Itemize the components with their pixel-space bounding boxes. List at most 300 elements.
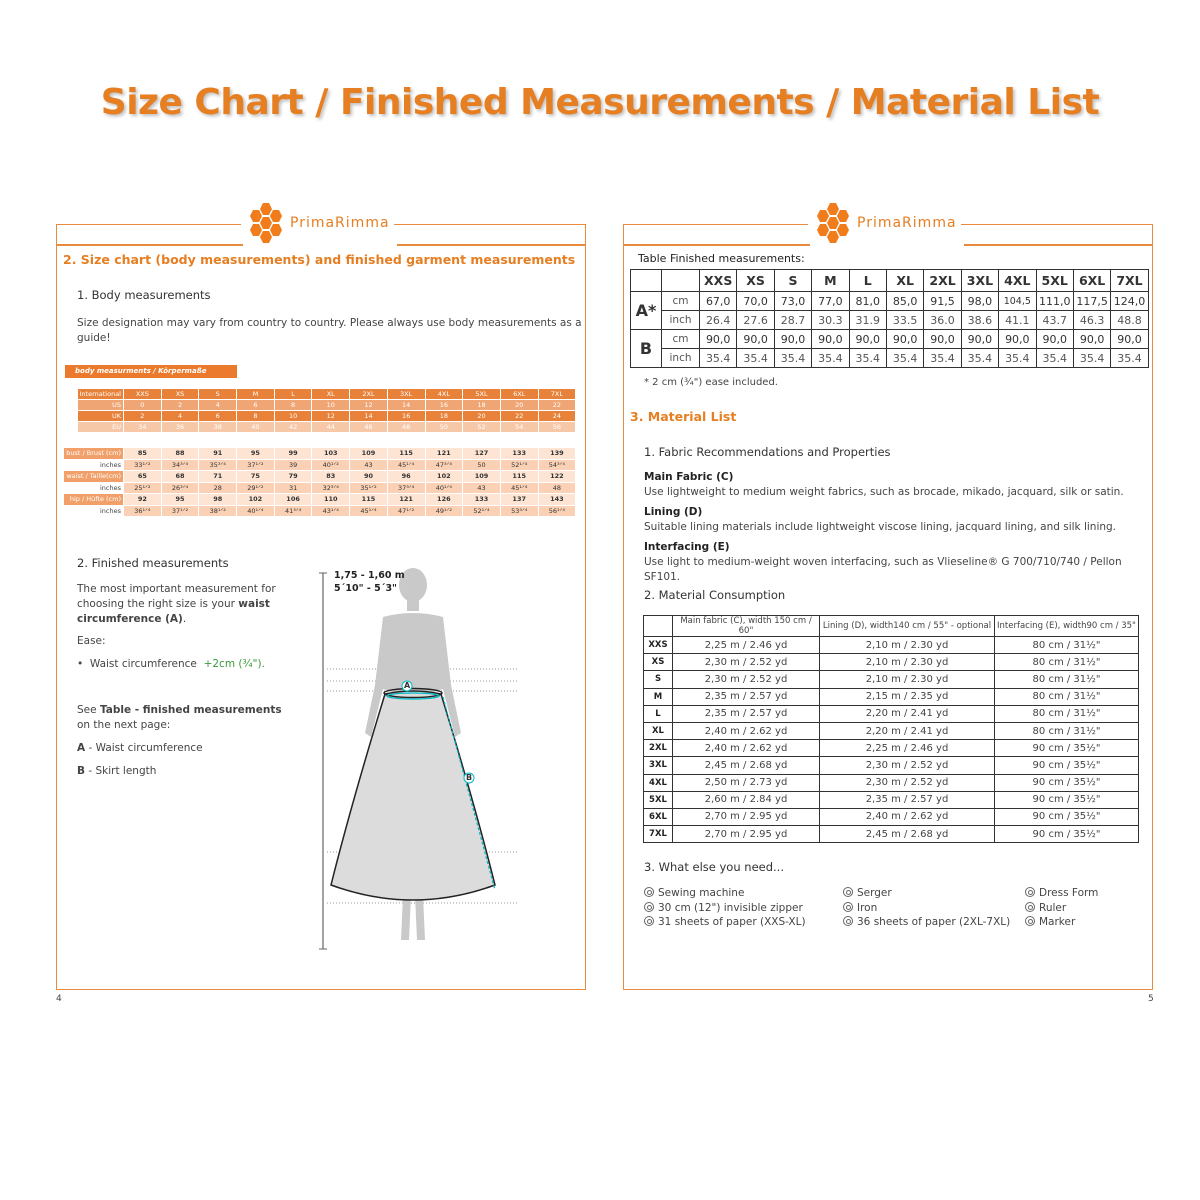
finished-value-cell: 81,0 [849, 292, 886, 311]
size-row [78, 389, 576, 400]
finished-value-cell: 35.4 [774, 349, 811, 368]
measurement-cell: 45¹ᐟ⁴ [500, 482, 538, 494]
measurement-cell: 143 [538, 494, 576, 506]
brand-logo [808, 203, 961, 243]
measurement-cell: 35³ᐟ⁴ [199, 459, 237, 471]
finished-size-header: 3XL [961, 270, 998, 292]
material-row [644, 808, 1139, 825]
measurement-cell: 37³ᐟ⁴ [387, 482, 425, 494]
size-cell: 4XL [425, 389, 463, 400]
need-item [843, 915, 1010, 930]
measurement-cell: 43 [350, 459, 388, 471]
material-size-cell: 5XL [644, 791, 673, 808]
measurement-cell: 43¹ᐟ⁴ [312, 505, 350, 517]
height-range-label: 1,75 - 1,60 m 5´10" - 5´3" [334, 570, 405, 594]
measurement-cell: 32³ᐟ⁴ [312, 482, 350, 494]
measurement-cell: 52¹ᐟ⁴ [500, 459, 538, 471]
left-page [56, 215, 586, 990]
finished-value-cell: 85,0 [886, 292, 923, 311]
ease-note: * 2 cm (¾") ease included. [644, 377, 778, 388]
marker-a: A [404, 681, 411, 690]
finished-value-cell: 27.6 [737, 311, 774, 330]
finished-value-cell: 98,0 [961, 292, 998, 311]
measurement-cell: 121 [425, 448, 463, 460]
measurement-cell: 99 [274, 448, 312, 460]
gear-icon [843, 887, 853, 897]
measurement-row-label: inches [64, 459, 124, 471]
size-cell: 5XL [463, 389, 501, 400]
finished-value-cell: 73,0 [774, 292, 811, 311]
measurement-cell: 115 [500, 471, 538, 483]
finished-table-title: Table Finished measurements: [638, 252, 805, 265]
measurement-cell: 45¹ᐟ⁴ [387, 459, 425, 471]
measurement-cell: 47¹ᐟ² [387, 505, 425, 517]
need-item [843, 886, 1010, 901]
material-size-cell: XL [644, 722, 673, 739]
honeycomb-icon [245, 203, 287, 243]
material-list-title: 3. Material List [630, 409, 737, 424]
measurement-cell: 50 [463, 459, 501, 471]
finished-header-row [631, 270, 1149, 292]
finished-value-cell: 35.4 [886, 349, 923, 368]
measurement-cell: 36¹ᐟ⁴ [124, 505, 162, 517]
material-value-cell: 2,25 m / 2.46 yd [673, 637, 820, 654]
need-item-label: Sewing machine [658, 887, 745, 899]
need-item-label: 31 sheets of paper (XXS-XL) [658, 916, 806, 928]
material-value-cell: 2,70 m / 2.95 yd [673, 826, 820, 843]
material-row [644, 654, 1139, 671]
interfacing-block: Interfacing (E) Use light to medium-weight woven interfacing, such as Vlieseline® G 700/710/740 / Pellon SF101. [644, 541, 1122, 583]
measurement-row-label: hip / Hüfte (cm) [64, 494, 124, 506]
material-row [644, 722, 1139, 739]
material-size-cell: XS [644, 654, 673, 671]
material-value-cell: 2,25 m / 2.46 yd [820, 740, 995, 757]
finished-value-cell: 28.7 [774, 311, 811, 330]
measurement-cell: 26³ᐟ⁴ [161, 482, 199, 494]
finished-value-cell: 35.4 [961, 349, 998, 368]
finished-group-label: A* [631, 292, 662, 330]
finished-value-cell: 77,0 [812, 292, 849, 311]
gear-icon [644, 916, 654, 926]
size-cell: 40 [237, 422, 275, 433]
material-value-cell: 2,45 m / 2.68 yd [820, 826, 995, 843]
measurement-cell: 88 [161, 448, 199, 460]
material-value-cell: 2,40 m / 2.62 yd [673, 722, 820, 739]
measurement-cell: 126 [425, 494, 463, 506]
finished-value-cell: 111,0 [1036, 292, 1073, 311]
finished-value-cell: 90,0 [886, 330, 923, 349]
material-size-cell: 3XL [644, 757, 673, 774]
size-cell: 2 [161, 400, 199, 411]
size-cell: 16 [425, 400, 463, 411]
measurement-row-label: bust / Brust (cm) [64, 448, 124, 460]
need-item-label: Marker [1039, 916, 1076, 928]
material-size-cell: 2XL [644, 740, 673, 757]
section-title-size-chart: 2. Size chart (body measurements) and finished garment measurements [63, 252, 576, 267]
size-cell: 14 [350, 411, 388, 422]
measurement-cell: 83 [312, 471, 350, 483]
measurement-cell: 102 [237, 494, 275, 506]
size-cell: 38 [199, 422, 237, 433]
size-cell: 2 [124, 411, 162, 422]
consumption-title: 2. Material Consumption [644, 588, 786, 602]
finished-value-cell: 35.4 [812, 349, 849, 368]
finished-value-cell: 35.4 [1111, 349, 1148, 368]
measurement-cell: 37¹ᐟ² [161, 505, 199, 517]
measurement-cell: 49¹ᐟ² [425, 505, 463, 517]
finished-value-cell: 35.4 [1073, 349, 1110, 368]
finished-value-cell: 35.4 [1036, 349, 1073, 368]
finished-value-cell: 90,0 [849, 330, 886, 349]
material-size-cell: XXS [644, 637, 673, 654]
finished-value-cell: 90,0 [774, 330, 811, 349]
size-designation-table [77, 388, 576, 433]
measurement-cell: 29¹ᐟ² [237, 482, 275, 494]
measurement-cell: 98 [199, 494, 237, 506]
size-cell: 6 [237, 400, 275, 411]
logo-divider-right [397, 244, 585, 246]
page-number-right: 5 [1148, 994, 1154, 1004]
material-value-cell: 2,50 m / 2.73 yd [673, 774, 820, 791]
measurement-cell: 127 [463, 448, 501, 460]
measurement-cell: 43 [463, 482, 501, 494]
need-item-label: Iron [857, 901, 878, 914]
material-row [644, 757, 1139, 774]
measurement-cell: 115 [387, 448, 425, 460]
finished-value-cell: 36.0 [924, 311, 961, 330]
measurement-cell: 40¹ᐟ⁴ [237, 505, 275, 517]
finished-value-cell: 124,0 [1111, 292, 1148, 311]
measurement-cell: 37¹ᐟ² [237, 459, 275, 471]
measurement-cell: 109 [350, 448, 388, 460]
measurement-cell: 103 [312, 448, 350, 460]
main-fabric-block: Main Fabric (C) Use lightweight to medium weight fabrics, such as brocade, mikado, jacquard, silk or satin. [644, 471, 1124, 498]
size-cell: 22 [500, 411, 538, 422]
measurement-cell: 40¹ᐟ⁴ [425, 482, 463, 494]
size-cell: 50 [425, 422, 463, 433]
finished-value-cell: 90,0 [700, 330, 737, 349]
measurement-cell: 33¹ᐟ² [124, 459, 162, 471]
finished-size-header: S [774, 270, 811, 292]
material-value-cell: 2,40 m / 2.62 yd [820, 808, 995, 825]
size-cell: 12 [350, 400, 388, 411]
measurement-cell: 109 [463, 471, 501, 483]
measurement-cell: 137 [500, 494, 538, 506]
size-cell: L [274, 389, 312, 400]
finished-value-cell: 35.4 [849, 349, 886, 368]
material-row [644, 688, 1139, 705]
finished-unit-cell: inch [662, 311, 700, 330]
measurement-cell: 95 [237, 448, 275, 460]
finished-value-cell: 38.6 [961, 311, 998, 330]
finished-value-cell: 104,5 [999, 292, 1036, 311]
size-cell: 12 [312, 411, 350, 422]
finished-row [631, 311, 1149, 330]
measurement-cell: 52¹ᐟ⁴ [463, 505, 501, 517]
material-value-cell: 2,30 m / 2.52 yd [673, 671, 820, 688]
finished-row [631, 330, 1149, 349]
logo-divider-left [624, 244, 810, 246]
material-header-row [644, 616, 1139, 637]
material-row [644, 774, 1139, 791]
what-else-title: 3. What else you need... [644, 860, 784, 874]
material-value-cell: 2,45 m / 2.68 yd [673, 757, 820, 774]
size-cell: 18 [425, 411, 463, 422]
brand-name: PrimaRimma [857, 215, 957, 231]
size-row [78, 422, 576, 433]
material-header-cell: Interfacing (E), width90 cm / 35" [995, 616, 1139, 637]
measurement-cell: 121 [387, 494, 425, 506]
size-cell: S [199, 389, 237, 400]
material-value-cell: 90 cm / 35½" [995, 791, 1139, 808]
size-cell: 6XL [500, 389, 538, 400]
material-value-cell: 90 cm / 35½" [995, 808, 1139, 825]
need-item-label: Serger [857, 887, 892, 899]
size-cell: 10 [312, 400, 350, 411]
material-value-cell: 90 cm / 35½" [995, 757, 1139, 774]
measurement-cell: 31 [274, 482, 312, 494]
measurement-cell: 48 [538, 482, 576, 494]
need-item [1025, 901, 1098, 916]
need-item [1025, 886, 1098, 901]
finished-value-cell: 33.5 [886, 311, 923, 330]
material-row [644, 826, 1139, 843]
size-cell: 10 [274, 411, 312, 422]
finished-size-header: 5XL [1036, 270, 1073, 292]
need-item-label: 30 cm (12") invisible zipper [658, 901, 803, 914]
size-cell: 7XL [538, 389, 576, 400]
honeycomb-icon [812, 203, 854, 243]
measurement-cell: 110 [312, 494, 350, 506]
finished-value-cell: 90,0 [999, 330, 1036, 349]
measurement-cell: 39 [274, 459, 312, 471]
body-measurements-title: 1. Body measurements [77, 288, 211, 302]
finished-value-cell: 67,0 [700, 292, 737, 311]
measurement-cell: 102 [425, 471, 463, 483]
measurement-cell: 54³ᐟ⁴ [538, 459, 576, 471]
body-measurements-note: Size designation may vary from country to country. Please always use body measurements as a guide! [77, 317, 582, 344]
measurement-cell: 47³ᐟ⁴ [425, 459, 463, 471]
need-item [644, 886, 806, 901]
material-size-cell: S [644, 671, 673, 688]
finished-size-header: 4XL [999, 270, 1036, 292]
finished-value-cell: 90,0 [1036, 330, 1073, 349]
measurement-row [64, 448, 576, 460]
material-value-cell: 80 cm / 31½" [995, 688, 1139, 705]
measurement-cell: 71 [199, 471, 237, 483]
material-value-cell: 90 cm / 35½" [995, 740, 1139, 757]
size-cell: 3XL [387, 389, 425, 400]
size-cell: 46 [350, 422, 388, 433]
measurement-cell: 85 [124, 448, 162, 460]
material-value-cell: 2,35 m / 2.57 yd [673, 688, 820, 705]
size-cell: 8 [237, 411, 275, 422]
measurement-cell: 79 [274, 471, 312, 483]
finished-value-cell: 117,5 [1073, 292, 1110, 311]
material-row [644, 740, 1139, 757]
page-number-left: 4 [56, 994, 62, 1004]
measurement-cell: 92 [124, 494, 162, 506]
finished-value-cell: 46.3 [1073, 311, 1110, 330]
measurement-cell: 41³ᐟ⁴ [274, 505, 312, 517]
size-row-label: International [78, 389, 124, 400]
finished-row [631, 349, 1149, 368]
right-page [623, 215, 1153, 990]
finished-value-cell: 35.4 [999, 349, 1036, 368]
finished-value-cell: 91,5 [924, 292, 961, 311]
material-row [644, 791, 1139, 808]
measurement-cell: 133 [500, 448, 538, 460]
finished-value-cell: 90,0 [737, 330, 774, 349]
measurement-cell: 34³ᐟ⁴ [161, 459, 199, 471]
size-cell: 42 [274, 422, 312, 433]
finished-unit-header-cell [662, 270, 700, 292]
material-size-cell: L [644, 705, 673, 722]
finished-size-header: XXS [700, 270, 737, 292]
page-title: Size Chart / Finished Measurements / Material List [100, 82, 1100, 123]
size-cell: 22 [538, 400, 576, 411]
finished-unit-cell: cm [662, 330, 700, 349]
material-value-cell: 2,20 m / 2.41 yd [820, 705, 995, 722]
size-cell: M [237, 389, 275, 400]
measurement-row [64, 482, 576, 494]
brand-name: PrimaRimma [290, 215, 390, 231]
need-column-3 [1025, 886, 1098, 930]
logo-divider-right [964, 244, 1152, 246]
need-item-label: Ruler [1039, 901, 1067, 914]
size-cell: 56 [538, 422, 576, 433]
finished-size-header: XL [886, 270, 923, 292]
size-row [78, 411, 576, 422]
measurement-cell: 96 [387, 471, 425, 483]
material-size-cell: M [644, 688, 673, 705]
material-row [644, 671, 1139, 688]
size-row-label: EU [78, 422, 124, 433]
material-row [644, 637, 1139, 654]
measurement-row [64, 459, 576, 471]
measurement-cell: 38¹ᐟ² [199, 505, 237, 517]
material-value-cell: 2,30 m / 2.52 yd [673, 654, 820, 671]
size-cell: 44 [312, 422, 350, 433]
material-value-cell: 2,15 m / 2.35 yd [820, 688, 995, 705]
finished-value-cell: 35.4 [737, 349, 774, 368]
marker-b: B [466, 773, 473, 782]
measurement-cell: 122 [538, 471, 576, 483]
measurement-cell: 139 [538, 448, 576, 460]
lining-block: Lining (D) Suitable lining materials include lightweight viscose lining, jacquard lining, and silk lining. [644, 506, 1117, 533]
material-value-cell: 2,40 m / 2.62 yd [673, 740, 820, 757]
measurement-cell: 133 [463, 494, 501, 506]
figure-illustration [319, 565, 519, 955]
material-corner-cell [644, 616, 673, 637]
measurement-row-label: inches [64, 505, 124, 517]
measurement-cell: 68 [161, 471, 199, 483]
material-row [644, 705, 1139, 722]
material-value-cell: 80 cm / 31½" [995, 722, 1139, 739]
finished-value-cell: 26.4 [700, 311, 737, 330]
finished-value-cell: 90,0 [812, 330, 849, 349]
size-cell: 4 [199, 400, 237, 411]
measurement-cell: 75 [237, 471, 275, 483]
finished-value-cell: 43.7 [1036, 311, 1073, 330]
measurement-row [64, 471, 576, 483]
size-cell: XXS [124, 389, 162, 400]
gear-icon [843, 902, 853, 912]
material-value-cell: 90 cm / 35½" [995, 826, 1139, 843]
size-cell: 24 [538, 411, 576, 422]
finished-value-cell: 90,0 [961, 330, 998, 349]
material-value-cell: 2,70 m / 2.95 yd [673, 808, 820, 825]
ease-label: Ease: [77, 635, 106, 647]
material-value-cell: 2,30 m / 2.52 yd [820, 757, 995, 774]
size-cell: 18 [463, 400, 501, 411]
material-value-cell: 90 cm / 35½" [995, 774, 1139, 791]
gear-icon [644, 887, 654, 897]
finished-size-header: 2XL [924, 270, 961, 292]
size-row-label: UK [78, 411, 124, 422]
measurement-row [64, 494, 576, 506]
finished-value-cell: 48.8 [1111, 311, 1148, 330]
material-header-cell: Main fabric (C), width 150 cm / 60" [673, 616, 820, 637]
finished-size-header: L [849, 270, 886, 292]
need-item [644, 901, 806, 916]
gear-icon [1025, 916, 1035, 926]
size-cell: 20 [463, 411, 501, 422]
material-value-cell: 2,35 m / 2.57 yd [820, 791, 995, 808]
finished-value-cell: 41.1 [999, 311, 1036, 330]
finished-value-cell: 90,0 [924, 330, 961, 349]
measurement-cell: 90 [350, 471, 388, 483]
material-value-cell: 2,10 m / 2.30 yd [820, 671, 995, 688]
size-cell: XL [312, 389, 350, 400]
finished-value-cell: 35.4 [924, 349, 961, 368]
material-consumption-table [643, 615, 1139, 843]
material-value-cell: 2,10 m / 2.30 yd [820, 637, 995, 654]
need-item [843, 901, 1010, 916]
finished-value-cell: 35.4 [700, 349, 737, 368]
measurement-row-label: waist / Taille(cm) [64, 471, 124, 483]
finished-value-cell: 30.3 [812, 311, 849, 330]
material-value-cell: 2,60 m / 2.84 yd [673, 791, 820, 808]
size-cell: 34 [124, 422, 162, 433]
finished-group-label: B [631, 330, 662, 368]
finished-size-header: 7XL [1111, 270, 1148, 292]
finished-size-header: 6XL [1073, 270, 1110, 292]
need-item-label: 36 sheets of paper (2XL-7XL) [857, 916, 1011, 928]
gear-icon [843, 916, 853, 926]
size-cell: 6 [199, 411, 237, 422]
size-row [78, 400, 576, 411]
measurement-cell: 95 [161, 494, 199, 506]
size-cell: 14 [387, 400, 425, 411]
fabric-title: 1. Fabric Recommendations and Properties [644, 445, 891, 459]
size-cell: 48 [387, 422, 425, 433]
finished-measurements-title: 2. Finished measurements [77, 556, 229, 570]
finished-value-cell: 90,0 [1111, 330, 1148, 349]
measurement-row [64, 505, 576, 517]
measurement-cell: 40¹ᐟ² [312, 459, 350, 471]
material-value-cell: 80 cm / 31½" [995, 654, 1139, 671]
size-cell: 52 [463, 422, 501, 433]
measurement-row-label: inches [64, 482, 124, 494]
gear-icon [644, 902, 654, 912]
material-size-cell: 6XL [644, 808, 673, 825]
dress-form-figure [319, 565, 519, 955]
measurement-cell: 115 [350, 494, 388, 506]
need-item [644, 915, 806, 930]
need-column-1 [644, 886, 806, 930]
measurement-cell: 28 [199, 482, 237, 494]
